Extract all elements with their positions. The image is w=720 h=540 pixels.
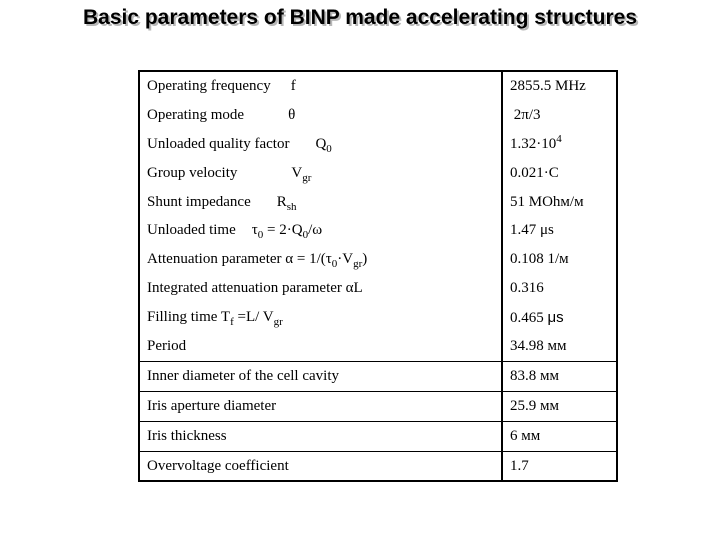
table-row [139, 101, 617, 130]
param-value: 34.98 мм [502, 332, 617, 361]
param-label: Shunt impedance $R_{sh}$ [147, 193, 297, 213]
param-label: Operating frequency f [147, 77, 296, 94]
table-row [139, 216, 617, 245]
table-row [139, 451, 617, 481]
table-row [139, 421, 617, 451]
page-title: Basic parameters of BINP made accelerating structures [82, 6, 638, 29]
param-label: Integrated attenuation parameter αL [147, 280, 363, 297]
param-value: 51 MOhм/м [502, 188, 617, 217]
param-value: 2855.5 MHz [502, 71, 617, 101]
param-value: $1.32\cdot 10^4$ [502, 130, 617, 159]
param-value: 0.108 1/м [502, 245, 617, 274]
param-value: 1.47 μs [502, 216, 617, 245]
param-label: Unloaded quality factor $Q_0$ [147, 135, 332, 155]
table-row [139, 188, 617, 217]
table-row [139, 274, 617, 303]
param-value: 0.316 [502, 274, 617, 303]
param-value: 1.7 [502, 451, 617, 481]
param-label: Iris thickness [139, 421, 502, 451]
param-value: 0.465 μs [502, 303, 617, 332]
parameters-table [138, 70, 618, 482]
param-label: Iris aperture diameter [139, 391, 502, 421]
param-value: 25.9 мм [502, 391, 617, 421]
table-row [139, 361, 617, 391]
param-label: Period [147, 337, 187, 354]
param-value: 6 мм [502, 421, 617, 451]
param-label: Attenuation parameter $\alpha = 1/(\tau_0\cdot V_{gr})$ [147, 251, 368, 271]
table-row [139, 303, 617, 332]
param-label: Filling time $T_f =L/$ $V_{gr}$ [147, 309, 283, 329]
param-value: 0.021·C [502, 159, 617, 188]
table-row [139, 130, 617, 159]
param-label: Overvoltage coefficient [139, 451, 502, 481]
param-label: Inner diameter of the cell cavity [139, 361, 502, 391]
param-label: Unloaded time $\tau_0 = 2\cdot Q_0/\omega$ [147, 222, 323, 242]
param-value: 2π/3 [502, 101, 617, 130]
table-row [139, 391, 617, 421]
param-label: Operating mode θ [147, 106, 296, 123]
param-label: Group velocity $V_{gr}$ [147, 164, 312, 184]
table-row [139, 332, 617, 361]
table-row [139, 159, 617, 188]
table-row [139, 71, 617, 101]
param-value: 83.8 мм [502, 361, 617, 391]
table-row [139, 245, 617, 274]
